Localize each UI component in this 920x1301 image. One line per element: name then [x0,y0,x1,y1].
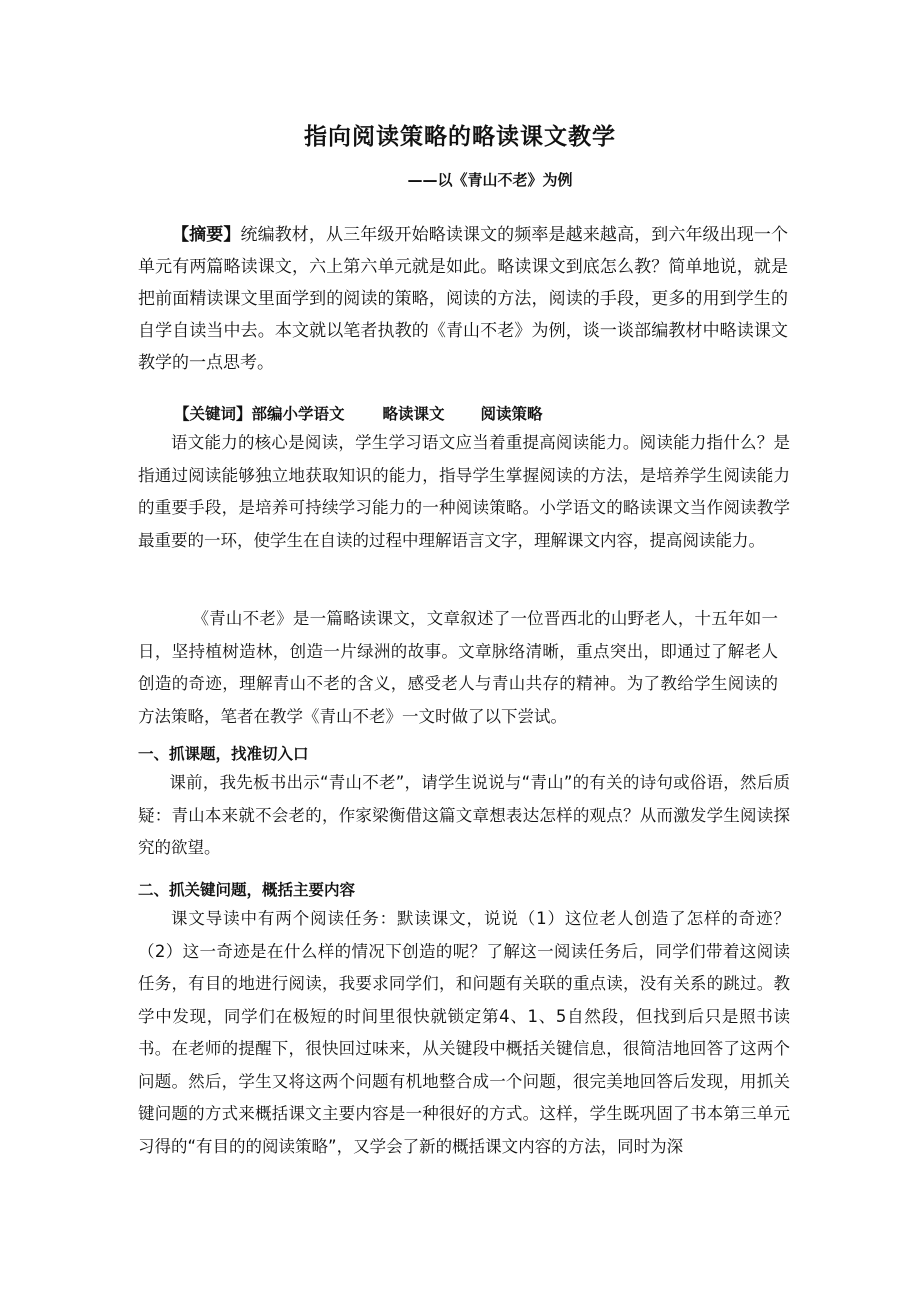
section-heading-2: 二、抓关键问题，概括主要内容 [138,881,356,899]
abstract-label: 【摘要】 [172,225,241,245]
abstract-text: 统编教材，从三年级开始略读课文的频率是越来越高，到六年级出现一个单元有两篇略读课文，六上第六单元就是如此。略读课文到底怎么教？简单地说，就是把前面精读课文里面学到的阅读的策略，阅读的方法，阅读的手段，更多的用到学生的自学自读当中去。本文就以笔者执教的《青山不老》为例，谈一谈部编教材中略读课文教学的一点思考。 [138,225,789,373]
keywords-line [174,402,543,424]
keyword-item: 部编小学语文 [251,405,345,423]
section-heading-1: 一、抓课题，找准切入口 [138,745,309,763]
body-paragraph-1: 语文能力的核心是阅读，学生学习语文应当着重提高阅读能力。阅读能力指什么？是指通过阅读能够独立地获取知识的能力，指导学生掌握阅读的方法，是培养学生阅读能力的重要手段，是培养可持续学习能力的一种阅读策略。小学语文的略读课文当作阅读教学最重要的一环，使学生在自读的过程中理解语言文字，理解课文内容，提高阅读能力。 [138,433,790,550]
body-paragraph-3: 课前，我先板书出示“青山不老”，请学生说说与“青山”的有关的诗句或俗语，然后质疑：青山本来就不会老的，作家梁衡借这篇文章想表达怎样的观点？从而激发学生阅读探究的欲望。 [138,773,790,857]
document-subtitle: ——以《青山不老》为例 [407,171,573,189]
document-title: 指向阅读策略的略读课文教学 [304,124,616,150]
body-paragraph-4: 课文导读中有两个阅读任务：默读课文，说说（1）这位老人创造了怎样的奇迹？（2）这一奇迹是在什么样的情况下创造的呢？了解这一阅读任务后，同学们带着这阅读任务，有目的地进行阅读，我要求同学们，和问题有关联的重点读，没有关系的跳过。教学中发现，同学们在极短的时间里很快就锁定第4、1、5自然段，但找到后只是照书读书。在老师的提醒下，很快回过味来，从关键段中概括关键信息，很简洁地回答了这两个问题。然后，学生又将这两个问题有机地整合成一个问题，很完美地回答后发现，用抓关键问题的方式来概括课文主要内容是一种很好的方式。这样，学生既巩固了书本第三单元习得的“有目的的阅读策略”，又学会了新的概括课文内容的方法，同时为深 [138,909,790,1156]
body-paragraph-2: 《青山不老》是一篇略读课文，文章叙述了一位晋西北的山野老人，十五年如一日，坚持植树造林，创造一片绿洲的故事。文章脉络清晰，重点突出，即通过了解老人创造的奇迹，理解青山不老的含义，感受老人与青山共存的精神。为了教给学生阅读的方法策略，笔者在教学《青山不老》一文时做了以下尝试。 [138,609,778,726]
keywords-label: 【关键词】 [174,405,252,423]
keyword-item: 略读课文 [382,405,445,423]
keyword-item: 阅读策略 [480,405,543,423]
abstract-paragraph [138,219,788,379]
